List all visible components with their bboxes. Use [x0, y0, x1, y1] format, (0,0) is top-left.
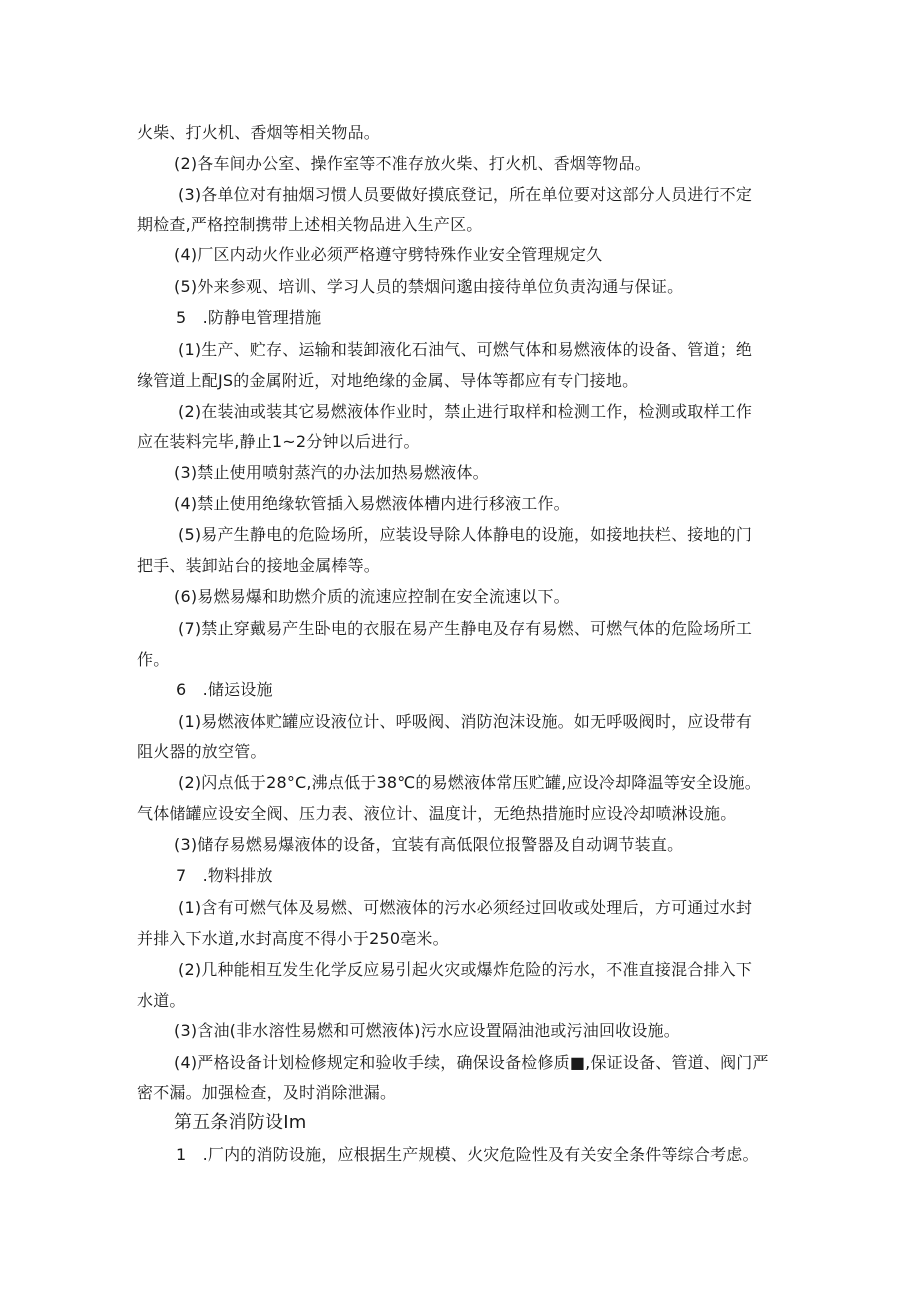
text-line: (5)外来参观、培训、学习人员的禁烟问邈由接待单位负责沟通与保证。 — [174, 277, 684, 296]
text-line: (2)几种能相互发生化学反应易引起火灾或爆炸危险的污水，不准直接混合排入下 — [178, 960, 753, 979]
section-heading: 7 .物料排放 — [176, 866, 273, 885]
text-line: (7)禁止穿戴易产生卧电的衣服在易产生静电及存有易燃、可燃气体的危险场所工 — [178, 619, 753, 638]
article-heading: 第五条消防设Im — [174, 1112, 307, 1133]
text-line: (4)严格设备计划检修规定和验收手续，确保设备检修质■,保证设备、管道、阀门严 — [174, 1053, 769, 1072]
text-line: (6)易燃易爆和助燃介质的流速应控制在安全流速以下。 — [174, 587, 570, 606]
text-line: (3)含油(非水溶性易燃和可燃液体)污水应设置隔油池或污油回收设施。 — [174, 1021, 680, 1040]
text-line: 把手、装卸站台的接地金属棒等。 — [137, 556, 381, 575]
text-line: (1)生产、贮存、运输和装卸液化石油气、可燃气体和易燃液体的设备、管道；绝 — [178, 340, 753, 359]
text-line: 作。 — [137, 650, 170, 669]
text-line: (1)易燃液体贮罐应设液位计、呼吸阀、消防泡沫设施。如无呼吸阀时，应设带有 — [178, 712, 753, 731]
text-line: 期检查,严格控制携带上述相关物品进入生产区。 — [137, 215, 483, 234]
text-line: 水道。 — [137, 991, 186, 1010]
text-line: 1 .厂内的消防设施，应根据生产规模、火灾危险性及有关安全条件等综合考虑。 — [176, 1145, 759, 1164]
text-line: (4)厂区内动火作业必须严格遵守劈特殊作业安全管理规定久 — [174, 245, 603, 264]
text-line: 缘管道上配JS的金属附近，对地绝缘的金属、导体等都应有专门接地。 — [137, 371, 639, 390]
section-heading: 6 .储运设施 — [176, 680, 273, 699]
text-line: 火柴、打火机、香烟等相关物品。 — [137, 123, 381, 142]
text-line: (1)含有可燃气体及易燃、可燃液体的污水必须经过回收或处理后，方可通过水封 — [178, 898, 753, 917]
text-line: (2)各车间办公室、操作室等不准存放火柴、打火机、香烟等物品。 — [174, 154, 651, 173]
text-line: (3)各单位对有抽烟习惯人员要做好摸底登记，所在单位要对这部分人员进行不定 — [178, 185, 753, 204]
text-line: 阻火器的放空管。 — [137, 742, 267, 761]
text-line: (4)禁止使用绝缘软管插入易燃液体槽内进行移液工作。 — [174, 494, 570, 513]
text-line: 气体储罐应设安全阀、压力表、液位计、温度计，无绝热措施时应设冷却喷淋设施。 — [137, 804, 737, 823]
text-line: 并排入下水道,水封高度不得小于250亳米。 — [137, 929, 449, 948]
text-line: (2)在装油或装其它易燃液体作业时，禁止进行取样和检测工作，检测或取样工作 — [178, 402, 753, 421]
text-line: (5)易产生静电的危险场所，应装设导除人体静电的设施，如接地扶栏、接地的门 — [178, 525, 753, 544]
section-heading: 5 .防静电管理措施 — [176, 308, 322, 327]
text-line: 密不漏。加强检查，及时消除泄漏。 — [137, 1083, 397, 1102]
text-line: (3)储存易燃易爆液体的设备，宜装有高低限位报警器及自动调节装直。 — [174, 835, 684, 854]
text-line: (2)闪点低于28°C,沸点低于38℃的易燃液体常压贮罐,应设冷却降温等安全设施。 — [178, 773, 761, 792]
text-line: (3)禁止使用喷射蒸汽的办法加热易燃液体。 — [174, 463, 489, 482]
text-line: 应在装料完毕,静止1~2分钟以后进行。 — [137, 432, 420, 451]
